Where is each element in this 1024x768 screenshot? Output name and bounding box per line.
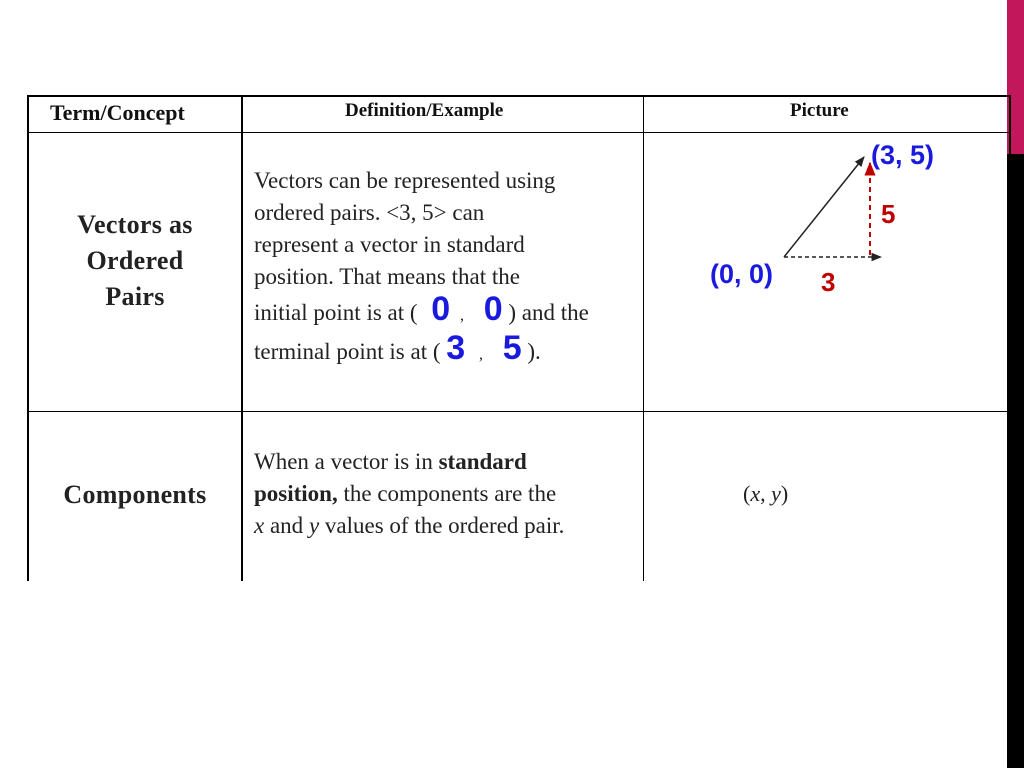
pair-separator: , xyxy=(760,481,772,506)
terminal-point-line xyxy=(254,329,589,371)
initial-x-answer: 0 xyxy=(431,290,451,328)
terminal-comma: , xyxy=(478,346,483,363)
row-divider xyxy=(27,411,1011,412)
components-text: and xyxy=(264,513,309,538)
components-line-3 xyxy=(254,510,564,542)
components-text: the components are the xyxy=(337,481,557,506)
terminal-point-label: (3, 5) xyxy=(871,140,935,170)
definition-line: Vectors can be represented using xyxy=(254,168,556,193)
header-picture: Picture xyxy=(790,100,849,121)
terminal-x-answer: 3 xyxy=(446,329,466,367)
initial-comma: , xyxy=(459,307,464,324)
pair-x: x xyxy=(750,481,761,506)
ordered-pair-notation xyxy=(743,481,788,507)
definition-components xyxy=(254,446,564,542)
header-definition: Definition/Example xyxy=(345,100,504,121)
definition-line: ordered pairs. <3, 5> can xyxy=(254,200,485,225)
term-line: Ordered xyxy=(86,246,184,275)
initial-y-answer: 0 xyxy=(483,290,503,328)
table-border-right xyxy=(1009,95,1011,581)
concept-table xyxy=(27,95,1011,581)
definition-vectors xyxy=(254,165,589,371)
components-x: x xyxy=(254,513,265,538)
initial-suffix: ) and the xyxy=(508,300,589,325)
terminal-prefix: terminal point is at ( xyxy=(254,339,441,364)
components-text: When a vector is in xyxy=(254,449,439,474)
horizontal-component-label: 3 xyxy=(821,267,836,297)
column-divider-1 xyxy=(241,95,243,581)
components-bold-text: standard xyxy=(438,449,527,474)
vertical-component-label: 5 xyxy=(881,199,896,229)
term-line: Pairs xyxy=(105,282,165,311)
components-text: values of the ordered pair. xyxy=(319,513,565,538)
vector-arrow xyxy=(784,157,864,257)
components-line-2 xyxy=(254,478,564,510)
terminal-suffix: ). xyxy=(527,339,541,364)
term-line: Vectors as xyxy=(77,210,193,239)
origin-point-label: (0, 0) xyxy=(710,259,774,289)
table-border-top xyxy=(27,95,1011,97)
open-paren: ( xyxy=(743,481,751,506)
term-components: Components xyxy=(63,480,207,509)
close-paren: ) xyxy=(780,481,789,506)
components-bold-text: position, xyxy=(254,481,338,506)
components-y: y xyxy=(308,513,320,538)
pair-y: y xyxy=(771,481,781,506)
initial-point-line xyxy=(254,290,589,332)
definition-line: position. That means that the xyxy=(254,264,520,289)
header-term: Term/Concept xyxy=(50,100,185,125)
initial-prefix: initial point is at ( xyxy=(254,300,418,325)
components-line-1 xyxy=(254,446,564,478)
terminal-y-answer: 5 xyxy=(502,329,522,367)
term-vectors-as-ordered-pairs xyxy=(29,207,241,315)
definition-line: represent a vector in standard xyxy=(254,232,525,257)
